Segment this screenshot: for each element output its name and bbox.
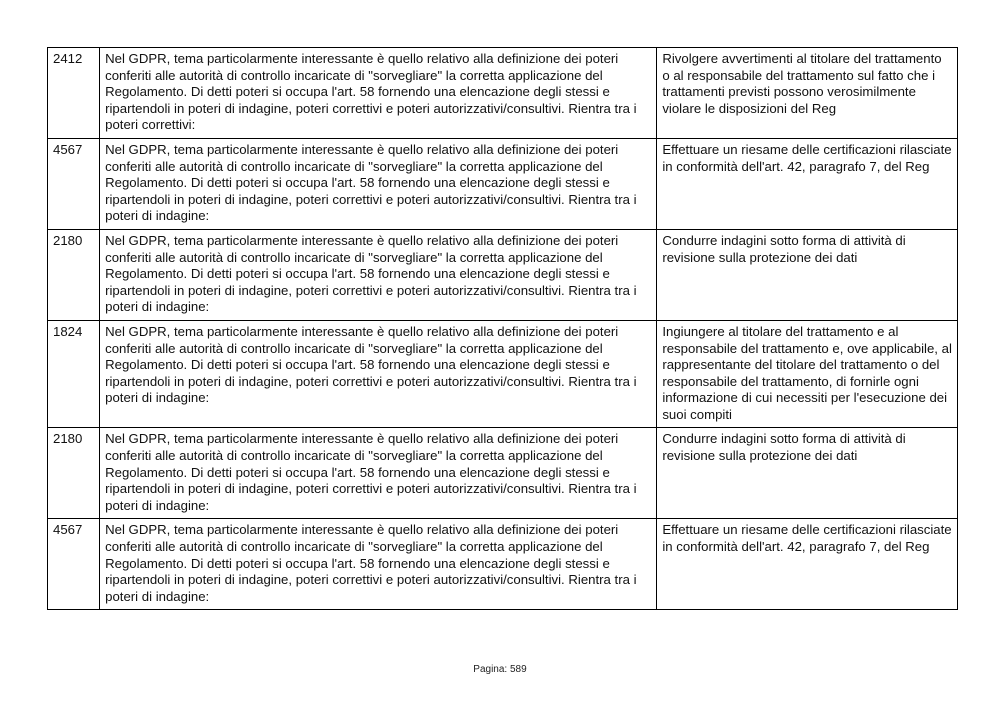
question-text-cell: Nel GDPR, tema particolarmente interessante è quello relativo alla definizione dei poteri conferiti alle autorità di controllo incaricate di "sorvegliare" la corretta applicazione del Regolamento. Di detti poteri si occupa l'art. 58 fornendo una elencazione degli stessi e ripartendoli in poteri di indagine, poteri correttivi e poteri autorizzativi/consultivi. Rientra tra i poteri di indagine:: [100, 138, 657, 229]
question-id-cell: 4567: [48, 519, 100, 610]
question-id-cell: 2180: [48, 428, 100, 519]
question-text-cell: Nel GDPR, tema particolarmente interessante è quello relativo alla definizione dei poteri conferiti alle autorità di controllo incaricate di "sorvegliare" la corretta applicazione del Regolamento. Di detti poteri si occupa l'art. 58 fornendo una elencazione degli stessi e ripartendoli in poteri di indagine, poteri correttivi e poteri autorizzativi/consultivi. Rientra tra i poteri di indagine:: [100, 229, 657, 320]
answer-text-cell: Condurre indagini sotto forma di attività di revisione sulla protezione dei dati: [657, 229, 958, 320]
question-id-cell: 2412: [48, 48, 100, 139]
table-row: [48, 229, 958, 320]
table-row: [48, 138, 958, 229]
question-text-cell: Nel GDPR, tema particolarmente interessante è quello relativo alla definizione dei poteri conferiti alle autorità di controllo incaricate di "sorvegliare" la corretta applicazione del Regolamento. Di detti poteri si occupa l'art. 58 fornendo una elencazione degli stessi e ripartendoli in poteri di indagine, poteri correttivi e poteri autorizzativi/consultivi. Rientra tra i poteri di indagine:: [100, 519, 657, 610]
question-id-cell: 1824: [48, 320, 100, 428]
question-id-cell: 4567: [48, 138, 100, 229]
question-table: [47, 47, 958, 610]
answer-text-cell: Condurre indagini sotto forma di attività di revisione sulla protezione dei dati: [657, 428, 958, 519]
answer-text-cell: Effettuare un riesame delle certificazioni rilasciate in conformità dell'art. 42, paragrafo 7, del Reg: [657, 519, 958, 610]
question-text-cell: Nel GDPR, tema particolarmente interessante è quello relativo alla definizione dei poteri conferiti alle autorità di controllo incaricate di "sorvegliare" la corretta applicazione del Regolamento. Di detti poteri si occupa l'art. 58 fornendo una elencazione degli stessi e ripartendoli in poteri di indagine, poteri correttivi e poteri autorizzativi/consultivi. Rientra tra i poteri di indagine:: [100, 428, 657, 519]
question-text-cell: Nel GDPR, tema particolarmente interessante è quello relativo alla definizione dei poteri conferiti alle autorità di controllo incaricate di "sorvegliare" la corretta applicazione del Regolamento. Di detti poteri si occupa l'art. 58 fornendo una elencazione degli stessi e ripartendoli in poteri di indagine, poteri correttivi e poteri autorizzativi/consultivi. Rientra tra i poteri di indagine:: [100, 320, 657, 428]
answer-text-cell: Rivolgere avvertimenti al titolare del trattamento o al responsabile del trattamento sul fatto che i trattamenti previsti possono verosimilmente violare le disposizioni del Reg: [657, 48, 958, 139]
answer-text-cell: Effettuare un riesame delle certificazioni rilasciate in conformità dell'art. 42, paragrafo 7, del Reg: [657, 138, 958, 229]
table-row: [48, 320, 958, 428]
table-row: [48, 428, 958, 519]
table-row: [48, 48, 958, 139]
question-id-cell: 2180: [48, 229, 100, 320]
table-row: [48, 519, 958, 610]
page-number: Pagina: 589: [473, 664, 527, 675]
question-text-cell: Nel GDPR, tema particolarmente interessante è quello relativo alla definizione dei poteri conferiti alle autorità di controllo incaricate di "sorvegliare" la corretta applicazione del Regolamento. Di detti poteri si occupa l'art. 58 fornendo una elencazione degli stessi e ripartendoli in poteri di indagine, poteri correttivi e poteri autorizzativi/consultivi. Rientra tra i poteri correttivi:: [100, 48, 657, 139]
answer-text-cell: Ingiungere al titolare del trattamento e al responsabile del trattamento e, ove applicabile, al rappresentante del titolare del trattamento o del responsabile del trattamento, di fornirle ogni informazione di cui necessiti per l'esecuzione dei suoi compiti: [657, 320, 958, 428]
